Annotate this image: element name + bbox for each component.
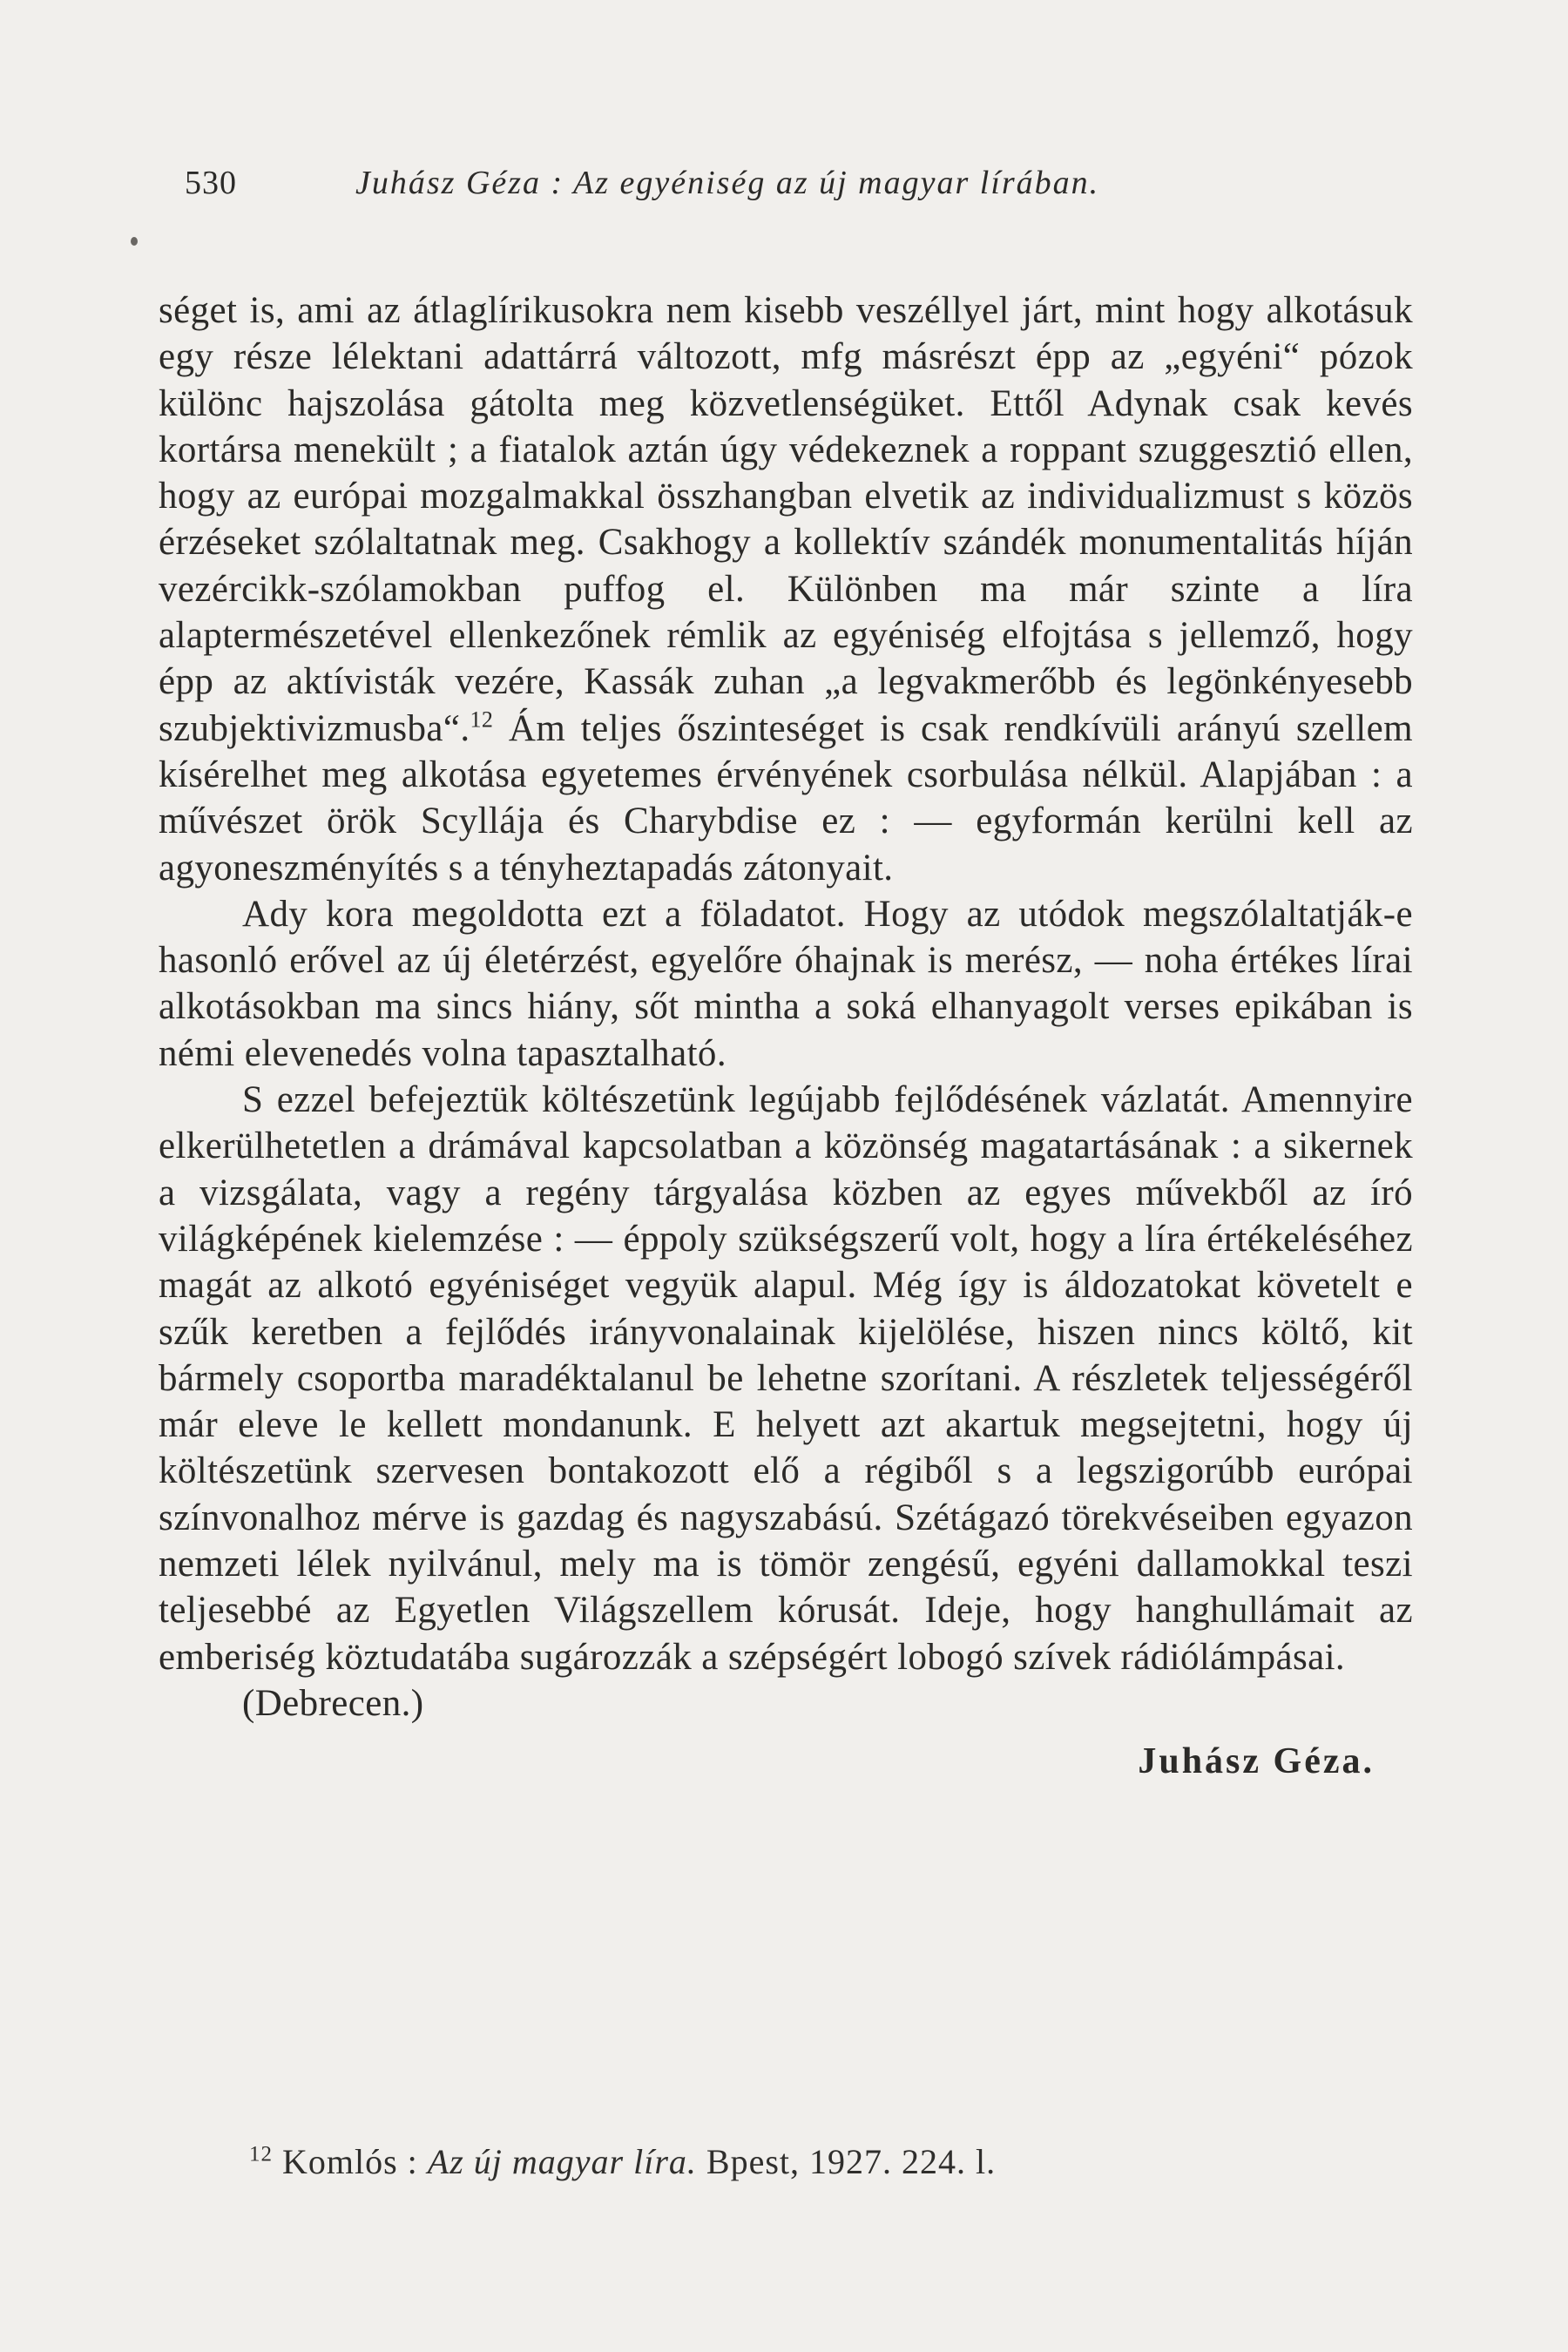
paragraph: Ady kora megoldotta ezt a föladatot. Hogy az utódok megszólaltatják-e hasonló erővel az új életérzést, egyelőre óhajnak is merész, — noha értékes lírai alkotásokban ma sincs hiány, sőt mintha a soká elhanyagolt verses epikában is némi elevenedés volna tapasztalható. bbox=[159, 893, 1413, 1074]
footnote-title: Az új magyar líra. bbox=[427, 2142, 697, 2181]
author-signature: Juhász Géza. bbox=[1138, 1741, 1375, 1782]
footnote-author: Komlós : bbox=[282, 2142, 428, 2181]
place-of-writing: (Debrecen.) bbox=[242, 1682, 424, 1724]
footnote-number: 12 bbox=[249, 2142, 273, 2166]
footnote-reference[interactable]: 12 bbox=[470, 706, 494, 733]
paragraph-text: séget is, ami az átlaglírikusokra nem kisebb veszéllyel járt, mint hogy alkotásuk egy része lélektani adattárrá változott, mfg másrészt épp az „egyéni“ pózok különc hajszolása gátolta meg közvetlenségüket. Ettől Adynak csak kevés kortársa menekült ; a fiatalok aztán úgy védekeznek a roppant szuggesztió ellen, hogy az európai mozgalmakkal összhangban elvetik az individualizmust s közös érzéseket szólaltatnak meg. Csakhogy a kollektív szándék monumentalitás híján vezércikk-szólamokban puffog el. Különben ma már szinte a líra alaptermészetével ellenkezőnek rémlik az egyéniség elfojtása s jellemző, hogy épp az aktívisták vezére, Kassák zuhan „a legvakmerőbb és legönkényesebb szubjektivizmusba“. bbox=[159, 290, 1413, 749]
paragraph bbox=[159, 287, 1413, 891]
footnote bbox=[249, 2141, 996, 2182]
paragraph-text: Ám teljes őszinteséget is csak rendkívüli arányú szellem kísérelhet meg alkotása egyetemes érvényének csorbulása nélkül. Alapjában : a művészet örök Scyllája és Charybdise ez : — egyformán kerülni kell az agyoneszményítés s a tényheztapadás zátonyait. bbox=[159, 707, 1413, 889]
page-number: 530 bbox=[185, 165, 237, 201]
paragraph: S ezzel befejeztük költészetünk legújabb fejlődésének vázlatát. Amennyire elkerülhetetlen a drámával kapcsolatban a közönség magatartásának : a sikernek a vizsgálata, vagy a regény tárgyalása közben az egyes művekből az író világképének kielemzése : — éppoly szükségszerű volt, hogy a líra értékeléséhez magát az alkotó egyéniséget vegyük alapul. Még így is áldozatokat követelt e szűk keretben a fejlődés irányvonalainak kijelölése, hiszen nincs költő, kit bármely csoportba maradéktalanul be lehetne szorítani. A részletek teljességéről már eleve le kellett mondanunk. E helyett azt akartuk megsejtetni, hogy új költészetünk szervesen bontakozott elő a régiből s a legszigorúbb európai színvonalhoz mérve is gazdag és nagyszabású. Szétágazó törekvéseiben egyazon nemzeti lélek nyilvánul, mely ma is tömör zengésű, egyéni dallamokkal teszi teljesebbé az Egyetlen Világszellem kórusát. Ideje, hogy hanghullámait az emberiség köztudatába sugározzák a szépségért lobogó szívek rádiólámpásai. bbox=[159, 1079, 1413, 1678]
print-speck bbox=[131, 237, 138, 246]
page-header bbox=[185, 164, 1430, 216]
running-title: Juhász Géza : Az egyéniség az új magyar lírában. bbox=[355, 165, 1100, 201]
article-body bbox=[159, 287, 1413, 1786]
footnote-details: Bpest, 1927. 224. l. bbox=[696, 2142, 997, 2181]
